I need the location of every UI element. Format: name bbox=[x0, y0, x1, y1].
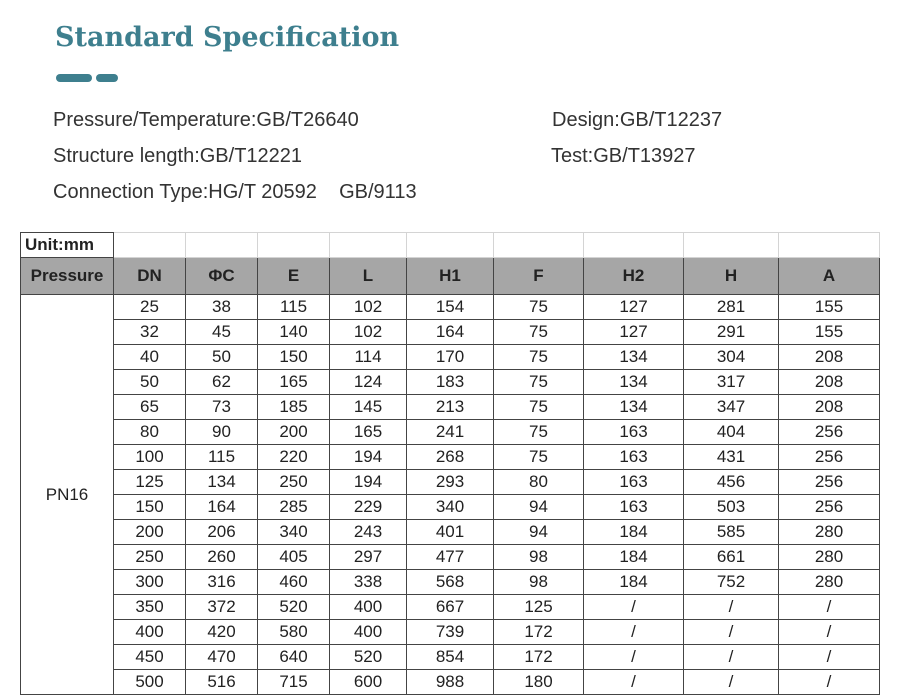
table-cell: 477 bbox=[407, 545, 494, 570]
table-row bbox=[21, 520, 880, 545]
table-cell: / bbox=[584, 620, 684, 645]
table-cell: 50 bbox=[114, 370, 186, 395]
table-cell: 127 bbox=[584, 320, 684, 345]
table-cell: 165 bbox=[258, 370, 330, 395]
table-cell: 150 bbox=[258, 345, 330, 370]
table-row bbox=[21, 320, 880, 345]
table-cell: / bbox=[584, 645, 684, 670]
column-header: H bbox=[684, 258, 779, 295]
table-cell: 516 bbox=[186, 670, 258, 695]
title-underline-long bbox=[56, 74, 92, 82]
spec-test: Test:GB/T13927 bbox=[551, 145, 696, 167]
column-header: L bbox=[330, 258, 407, 295]
table-cell: 503 bbox=[684, 495, 779, 520]
table-cell: 155 bbox=[779, 320, 880, 345]
table-cell: 250 bbox=[258, 470, 330, 495]
spec-design: Design:GB/T12237 bbox=[552, 109, 723, 131]
table-cell: 340 bbox=[407, 495, 494, 520]
table-cell: 163 bbox=[584, 470, 684, 495]
table-cell: 94 bbox=[494, 495, 584, 520]
table-cell: 256 bbox=[779, 470, 880, 495]
table-cell: 184 bbox=[584, 545, 684, 570]
table-row bbox=[21, 495, 880, 520]
table-cell: 241 bbox=[407, 420, 494, 445]
column-header: H1 bbox=[407, 258, 494, 295]
table-cell: 293 bbox=[407, 470, 494, 495]
table-cell: 220 bbox=[258, 445, 330, 470]
table-cell: 164 bbox=[186, 495, 258, 520]
table-cell: 661 bbox=[684, 545, 779, 570]
table-cell: 200 bbox=[114, 520, 186, 545]
column-header: DN bbox=[114, 258, 186, 295]
table-cell: / bbox=[584, 670, 684, 695]
table-cell: 580 bbox=[258, 620, 330, 645]
table-cell: 183 bbox=[407, 370, 494, 395]
table-cell: 125 bbox=[494, 595, 584, 620]
column-header: H2 bbox=[584, 258, 684, 295]
table-cell: 65 bbox=[114, 395, 186, 420]
table-cell: 400 bbox=[330, 620, 407, 645]
table-cell: 80 bbox=[114, 420, 186, 445]
table-row bbox=[21, 670, 880, 695]
table-cell: 124 bbox=[330, 370, 407, 395]
table-cell: 185 bbox=[258, 395, 330, 420]
table-cell: 75 bbox=[494, 345, 584, 370]
table-cell: 127 bbox=[584, 295, 684, 320]
table-cell: 213 bbox=[407, 395, 494, 420]
table-cell: / bbox=[779, 620, 880, 645]
column-header: ΦC bbox=[186, 258, 258, 295]
table-cell: 456 bbox=[684, 470, 779, 495]
table-cell: 340 bbox=[258, 520, 330, 545]
table-cell: 854 bbox=[407, 645, 494, 670]
table-cell: 450 bbox=[114, 645, 186, 670]
table-cell: 80 bbox=[494, 470, 584, 495]
table-cell: 585 bbox=[684, 520, 779, 545]
table-cell: 300 bbox=[114, 570, 186, 595]
table-cell: 98 bbox=[494, 570, 584, 595]
table-cell: / bbox=[779, 595, 880, 620]
table-cell: 281 bbox=[684, 295, 779, 320]
table-cell: 400 bbox=[114, 620, 186, 645]
table-cell: / bbox=[684, 595, 779, 620]
table-cell: 268 bbox=[407, 445, 494, 470]
table-cell: 165 bbox=[330, 420, 407, 445]
column-header: Pressure bbox=[21, 258, 114, 295]
table-header-row bbox=[21, 258, 880, 295]
table-cell: 134 bbox=[584, 345, 684, 370]
table-cell: 401 bbox=[407, 520, 494, 545]
table-cell: 32 bbox=[114, 320, 186, 345]
table-cell: 164 bbox=[407, 320, 494, 345]
page-title: Standard Specification bbox=[55, 22, 400, 53]
specification-table bbox=[20, 232, 880, 695]
table-cell: 600 bbox=[330, 670, 407, 695]
table-cell: 134 bbox=[584, 370, 684, 395]
table-cell: 520 bbox=[330, 645, 407, 670]
table-cell: 297 bbox=[330, 545, 407, 570]
table-cell: 94 bbox=[494, 520, 584, 545]
table-row bbox=[21, 595, 880, 620]
table-row bbox=[21, 470, 880, 495]
table-cell: 154 bbox=[407, 295, 494, 320]
table-row bbox=[21, 545, 880, 570]
table-cell: 90 bbox=[186, 420, 258, 445]
table-cell: 172 bbox=[494, 645, 584, 670]
spec-pressure-temperature: Pressure/Temperature:GB/T26640 bbox=[53, 109, 359, 131]
column-header: F bbox=[494, 258, 584, 295]
table-cell: 40 bbox=[114, 345, 186, 370]
table-cell: 316 bbox=[186, 570, 258, 595]
table-cell: 250 bbox=[114, 545, 186, 570]
column-header: E bbox=[258, 258, 330, 295]
table-cell: 229 bbox=[330, 495, 407, 520]
table-row bbox=[21, 645, 880, 670]
table-cell: 208 bbox=[779, 395, 880, 420]
table-cell: 739 bbox=[407, 620, 494, 645]
table-cell: 75 bbox=[494, 320, 584, 345]
table-row bbox=[21, 445, 880, 470]
column-header: A bbox=[779, 258, 880, 295]
table-row bbox=[21, 570, 880, 595]
table-cell: 285 bbox=[258, 495, 330, 520]
table-cell: 150 bbox=[114, 495, 186, 520]
table-cell: 208 bbox=[779, 370, 880, 395]
spec-structure-length: Structure length:GB/T12221 bbox=[53, 145, 303, 167]
table-cell: 400 bbox=[330, 595, 407, 620]
table-cell: 50 bbox=[186, 345, 258, 370]
table-cell: 98 bbox=[494, 545, 584, 570]
table-cell: 520 bbox=[258, 595, 330, 620]
table-cell: 102 bbox=[330, 295, 407, 320]
table-cell: 568 bbox=[407, 570, 494, 595]
table-cell: / bbox=[684, 670, 779, 695]
table-cell: 115 bbox=[258, 295, 330, 320]
table-cell: 163 bbox=[584, 495, 684, 520]
table-cell: 200 bbox=[258, 420, 330, 445]
table-cell: 460 bbox=[258, 570, 330, 595]
table-cell: 45 bbox=[186, 320, 258, 345]
table-cell: 280 bbox=[779, 520, 880, 545]
table-cell: 338 bbox=[330, 570, 407, 595]
table-cell: 25 bbox=[114, 295, 186, 320]
table-cell: 184 bbox=[584, 570, 684, 595]
unit-label: Unit:mm bbox=[21, 233, 114, 258]
table-cell: 134 bbox=[186, 470, 258, 495]
table-cell: 145 bbox=[330, 395, 407, 420]
table-cell: 372 bbox=[186, 595, 258, 620]
table-cell: 317 bbox=[684, 370, 779, 395]
table-cell: 100 bbox=[114, 445, 186, 470]
table-cell: / bbox=[779, 670, 880, 695]
table-cell: 125 bbox=[114, 470, 186, 495]
table-row bbox=[21, 345, 880, 370]
table-cell: 470 bbox=[186, 645, 258, 670]
table-cell: 715 bbox=[258, 670, 330, 695]
table-cell: 404 bbox=[684, 420, 779, 445]
table-cell: / bbox=[779, 645, 880, 670]
table-cell: 206 bbox=[186, 520, 258, 545]
title-underline-short bbox=[96, 74, 118, 82]
table-row bbox=[21, 395, 880, 420]
table-cell: / bbox=[684, 645, 779, 670]
table-row bbox=[21, 620, 880, 645]
table-cell: 280 bbox=[779, 570, 880, 595]
table-cell: 38 bbox=[186, 295, 258, 320]
table-cell: 180 bbox=[494, 670, 584, 695]
table-cell: 752 bbox=[684, 570, 779, 595]
table-cell: 500 bbox=[114, 670, 186, 695]
table-cell: 115 bbox=[186, 445, 258, 470]
table-cell: 256 bbox=[779, 445, 880, 470]
table-cell: 347 bbox=[684, 395, 779, 420]
table-row bbox=[21, 420, 880, 445]
table-cell: 208 bbox=[779, 345, 880, 370]
table-cell: 256 bbox=[779, 420, 880, 445]
table-row bbox=[21, 295, 880, 320]
table-cell: 155 bbox=[779, 295, 880, 320]
table-cell: 140 bbox=[258, 320, 330, 345]
table-cell: 640 bbox=[258, 645, 330, 670]
spec-connection-type: Connection Type:HG/T 20592 GB/9113 bbox=[53, 181, 417, 203]
unit-row bbox=[21, 233, 880, 258]
table-cell: 291 bbox=[684, 320, 779, 345]
table-cell: / bbox=[584, 595, 684, 620]
table-cell: 163 bbox=[584, 445, 684, 470]
table-cell: 304 bbox=[684, 345, 779, 370]
table-cell: 102 bbox=[330, 320, 407, 345]
table-cell: 172 bbox=[494, 620, 584, 645]
table-cell: 256 bbox=[779, 495, 880, 520]
table-cell: 280 bbox=[779, 545, 880, 570]
table-cell: 75 bbox=[494, 420, 584, 445]
table-cell: 73 bbox=[186, 395, 258, 420]
table-cell: 75 bbox=[494, 445, 584, 470]
table-cell: 431 bbox=[684, 445, 779, 470]
table-cell: 420 bbox=[186, 620, 258, 645]
table-cell: 170 bbox=[407, 345, 494, 370]
table-cell: 163 bbox=[584, 420, 684, 445]
table-cell: 194 bbox=[330, 470, 407, 495]
pressure-cell: PN16 bbox=[21, 295, 114, 695]
table-cell: 988 bbox=[407, 670, 494, 695]
table-cell: / bbox=[684, 620, 779, 645]
table-cell: 350 bbox=[114, 595, 186, 620]
table-cell: 62 bbox=[186, 370, 258, 395]
table-cell: 75 bbox=[494, 295, 584, 320]
table-cell: 75 bbox=[494, 395, 584, 420]
table-row bbox=[21, 370, 880, 395]
table-cell: 405 bbox=[258, 545, 330, 570]
table-cell: 184 bbox=[584, 520, 684, 545]
table-cell: 667 bbox=[407, 595, 494, 620]
table-cell: 243 bbox=[330, 520, 407, 545]
table-cell: 134 bbox=[584, 395, 684, 420]
table-cell: 75 bbox=[494, 370, 584, 395]
table-cell: 260 bbox=[186, 545, 258, 570]
table-cell: 194 bbox=[330, 445, 407, 470]
table-cell: 114 bbox=[330, 345, 407, 370]
